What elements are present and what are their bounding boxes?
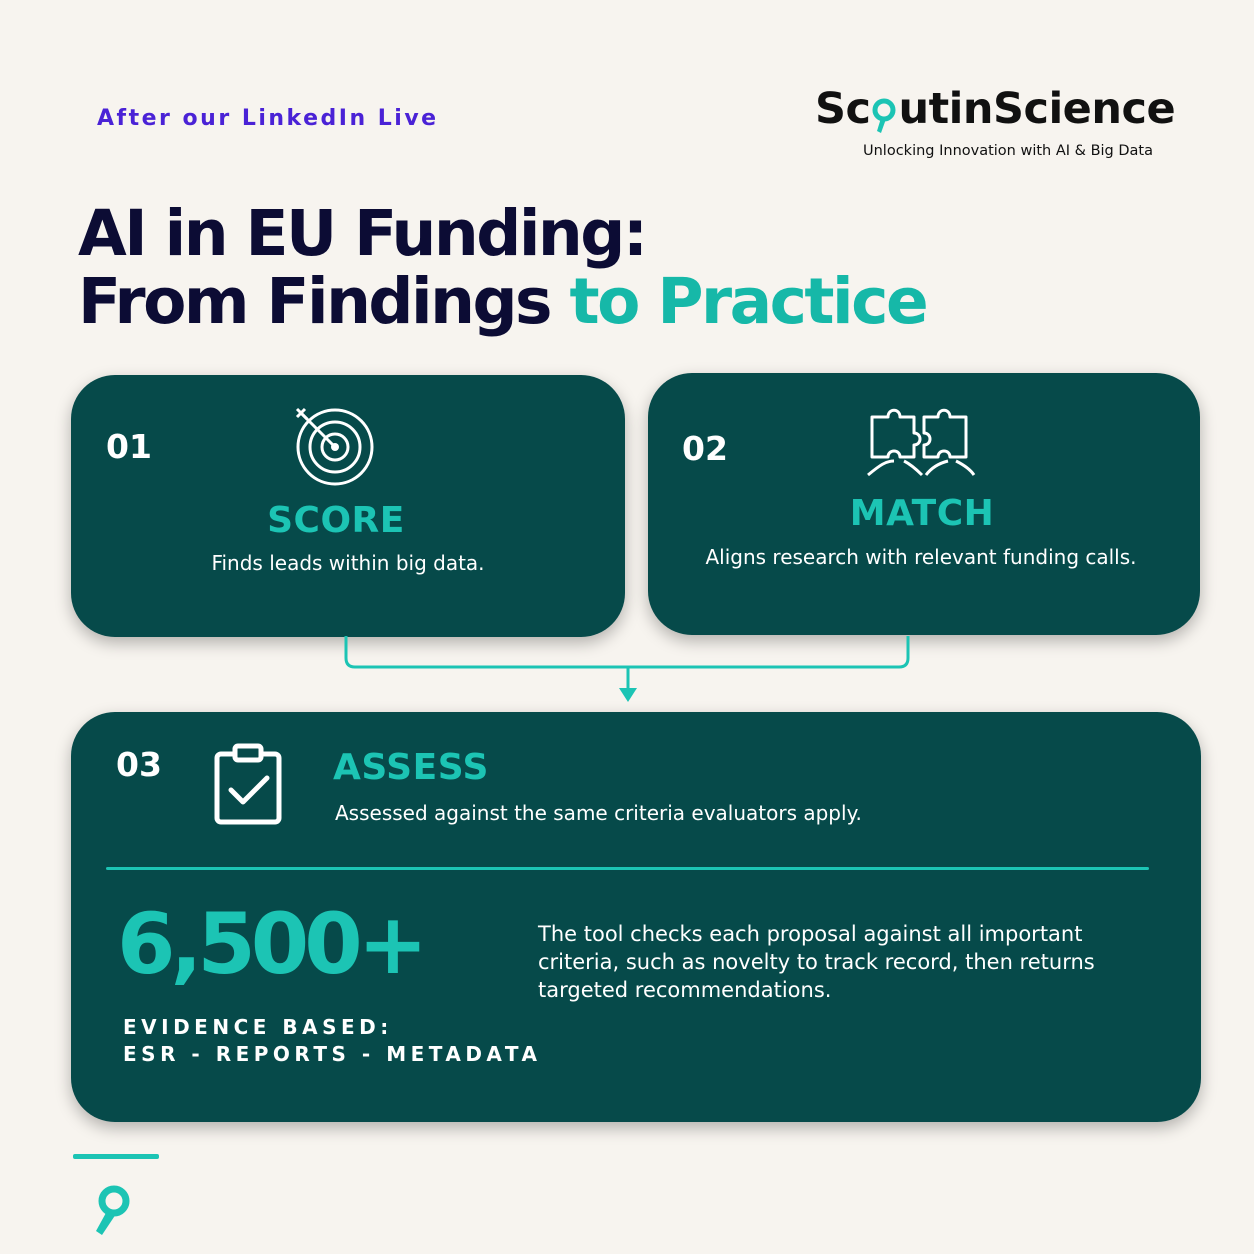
page-title xyxy=(78,197,927,338)
footer-divider xyxy=(73,1154,159,1159)
clipboard-check-icon xyxy=(213,742,283,826)
brand-name: Sc utinScience xyxy=(815,84,1170,137)
card-description: Aligns research with relevant funding calls. xyxy=(705,545,1137,569)
stat-value: 6,500+ xyxy=(117,895,424,993)
magnifier-pin-icon xyxy=(870,97,898,137)
tagline: After our LinkedIn Live xyxy=(97,106,439,131)
puzzle-pieces-icon xyxy=(866,405,976,481)
brand-logo xyxy=(815,84,1176,159)
card-title: SCORE xyxy=(267,500,405,541)
title-accent: to Practice xyxy=(569,265,927,338)
card-number: 03 xyxy=(116,745,162,784)
card-description: Finds leads within big data. xyxy=(211,551,485,575)
assess-card xyxy=(71,712,1201,1122)
flow-connector xyxy=(340,636,920,708)
magnifier-pin-icon xyxy=(92,1183,134,1237)
card-title: ASSESS xyxy=(333,747,489,788)
stat-description: The tool checks each proposal against all important criteria, such as novelty to track record, then returns targeted recommendations. xyxy=(538,922,1095,1002)
match-card xyxy=(648,373,1200,635)
divider xyxy=(106,867,1149,870)
card-title: MATCH xyxy=(849,493,995,534)
card-number: 02 xyxy=(682,429,728,468)
evidence-label: EVIDENCE BASED: ESR - REPORTS - METADATA xyxy=(123,1015,542,1066)
brand-subtitle: Unlocking Innovation with AI & Big Data xyxy=(863,143,1153,159)
score-card xyxy=(71,375,625,637)
target-icon xyxy=(293,405,375,487)
card-description: Assessed against the same criteria evaluators apply. xyxy=(335,801,862,825)
card-number: 01 xyxy=(106,427,152,466)
title-line2: From Findings to Practice xyxy=(78,265,927,338)
title-line1: AI in EU Funding: xyxy=(78,197,646,270)
